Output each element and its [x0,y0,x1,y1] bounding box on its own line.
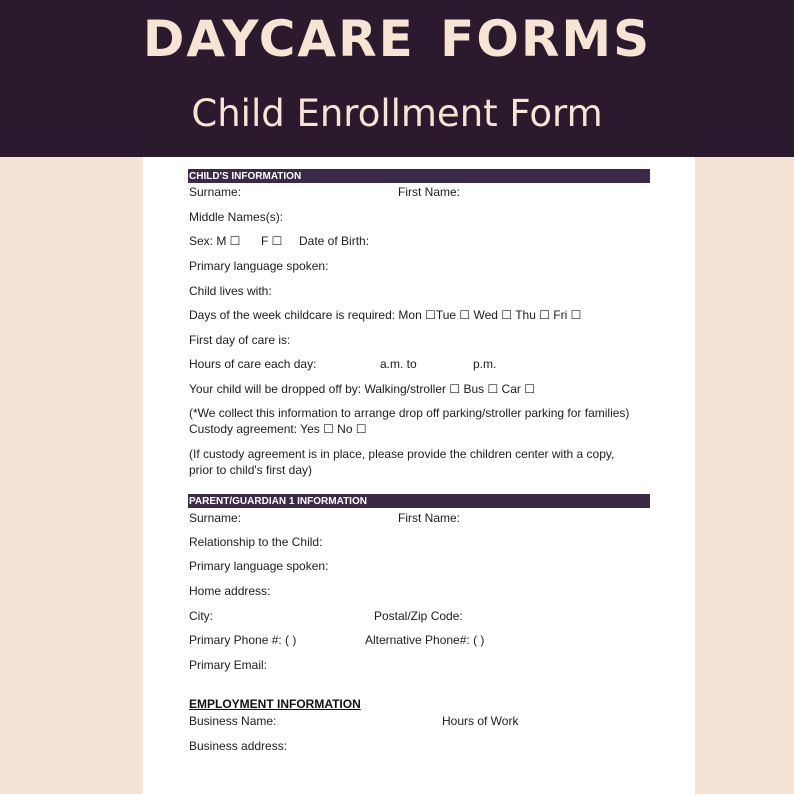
child-dob-label: Date of Birth: [299,234,370,248]
childcare-days-checkboxes[interactable]: Days of the week childcare is required: Mon ☐Tue ☐ Wed ☐ Thu ☐ Fri ☐ [189,308,582,322]
parent-city-label: City: [189,609,213,623]
banner-title: DAYCARE FORMS [142,10,652,68]
child-lives-with-label: Child lives with: [189,284,272,298]
parent-first-name-label: First Name: [398,511,461,525]
child-surname-label: Surname: [189,185,242,199]
hours-of-work-label: Hours of Work [442,714,519,728]
business-address-label: Business address: [189,739,288,753]
hours-label: Hours of care each day: [189,357,317,371]
banner [0,0,794,157]
child-first-name-label: First Name: [398,185,461,199]
parent-email-label: Primary Email: [189,658,268,672]
parent-info-header: PARENT/GUARDIAN 1 INFORMATION [188,494,650,508]
form-page [143,157,695,794]
employment-header: EMPLOYMENT INFORMATION [189,697,361,711]
child-sex-f-checkbox[interactable]: F ☐ [261,234,283,248]
dropoff-checkboxes[interactable]: Your child will be dropped off by: Walking/stroller ☐ Bus ☐ Car ☐ [189,382,535,396]
hours-pm-label: p.m. [473,357,497,371]
parent-language-label: Primary language spoken: [189,559,329,573]
parent-phone-label: Primary Phone #: ( ) [189,633,297,647]
child-info-header: CHILD'S INFORMATION [188,169,650,183]
parent-address-label: Home address: [189,584,271,598]
banner-subtitle: Child Enrollment Form [191,92,603,135]
child-middle-names-label: Middle Names(s): [189,210,284,224]
custody-checkboxes[interactable]: Custody agreement: Yes ☐ No ☐ [189,422,367,436]
parent-alt-phone-label: Alternative Phone#: ( ) [365,633,485,647]
parent-surname-label: Surname: [189,511,242,525]
dropoff-note: (*We collect this information to arrange drop off parking/stroller parking for families) [189,406,630,420]
parent-postal-label: Postal/Zip Code: [374,609,463,623]
business-name-label: Business Name: [189,714,277,728]
child-language-label: Primary language spoken: [189,259,329,273]
child-sex-m-checkbox[interactable]: Sex: M ☐ [189,234,241,248]
parent-relationship-label: Relationship to the Child: [189,535,323,549]
custody-note-line-1: (If custody agreement is in place, please provide the children center with a copy, [189,447,615,461]
custody-note-line-2: prior to child's first day) [189,463,312,477]
first-day-label: First day of care is: [189,333,291,347]
hours-am-label: a.m. to [380,357,417,371]
